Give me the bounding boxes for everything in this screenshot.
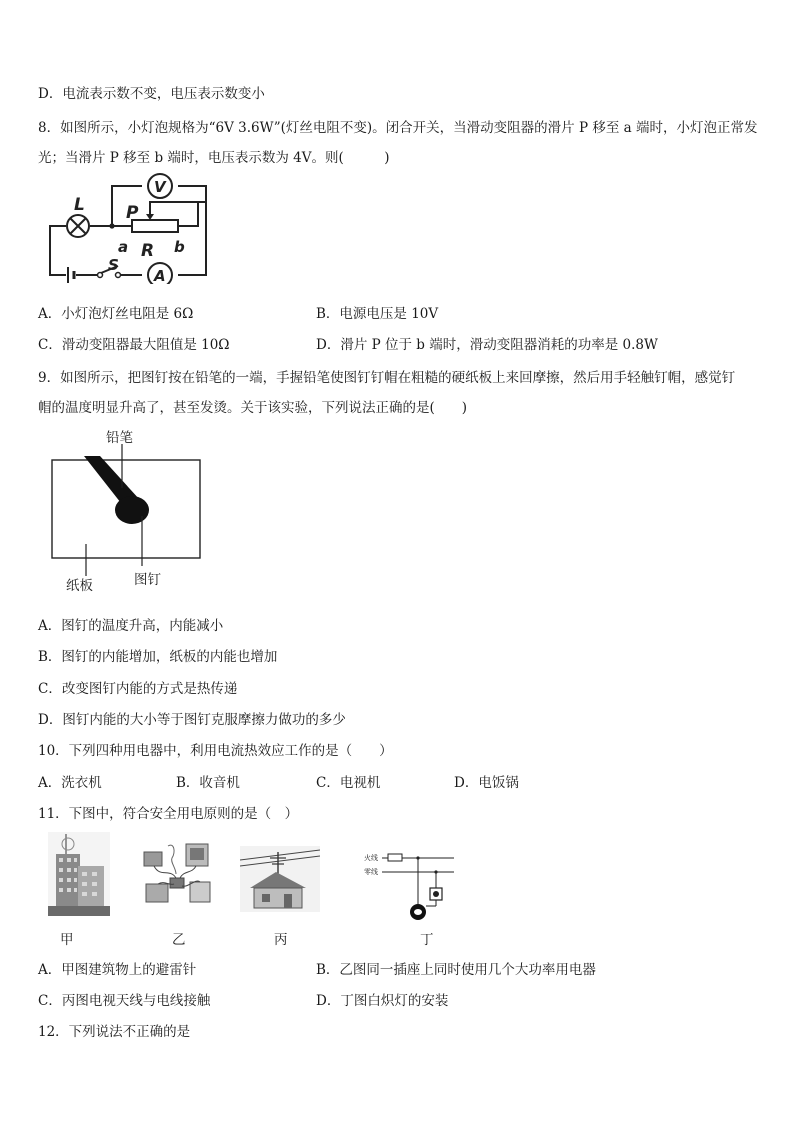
q9-option-c: C．改变图钉内能的方式是热传递 (38, 681, 238, 697)
q8-label-ammeter: A (154, 267, 166, 284)
q11-image-antenna-house (240, 846, 320, 912)
q9-option-a: A．图钉的温度升高，内能减小 (38, 618, 224, 634)
q8-circuit-diagram (38, 172, 218, 284)
q8-label-a: a (118, 238, 129, 256)
q8-stem-line1: 8．如图所示，小灯泡规格为“6V 3.6W”(灯丝电阻不变)。闭合开关，当滑动变阻器的滑片 P 移至 a 端时，小灯泡正常发 (38, 120, 758, 136)
q11-image-lamp-wiring (364, 848, 456, 928)
q9-label-board: 纸板 (66, 578, 93, 594)
q8-label-b: b (174, 238, 185, 256)
q11-caption-yi: 乙 (172, 932, 186, 948)
q7-option-d: D．电流表示数不变，电压表示数变小 (38, 86, 265, 102)
q9-label-pin: 图钉 (134, 572, 161, 588)
q8-label-r: R (141, 241, 155, 261)
q9-stem-line1: 9．如图所示，把图钉按在铅笔的一端，手握铅笔使图钉钉帽在粗糙的硬纸板上来回摩擦，然后用手轻触钉帽，感觉钉 (38, 370, 736, 386)
q9-stem-line2: 帽的温度明显升高了，甚至发烫。关于该实验，下列说法正确的是( ) (38, 400, 468, 416)
q11-caption-jia: 甲 (60, 932, 74, 948)
q8-option-a: A．小灯泡灯丝电阻是 6Ω (38, 306, 194, 322)
q8-stem-line2: 光；当滑片 P 移至 b 端时，电压表示数为 4V。则( ) (38, 150, 390, 166)
q11-option-c: C．丙图电视天线与电线接触 (38, 993, 211, 1009)
q9-pushpin-diagram (40, 426, 220, 596)
q8-label-l: L (74, 195, 85, 215)
q11-image-overloaded-socket (140, 838, 216, 910)
q10-option-d: D．电饭锅 (454, 775, 519, 791)
q12-stem: 12．下列说法不正确的是 (38, 1024, 191, 1040)
q10-option-c: C．电视机 (316, 775, 381, 791)
q11-option-a: A．甲图建筑物上的避雷针 (38, 962, 197, 978)
q11-stem: 11．下图中，符合安全用电原则的是（ ） (38, 806, 299, 822)
q11-caption-bing: 丙 (274, 932, 288, 948)
q8-label-s: S (108, 256, 119, 274)
q9-label-pencil: 铅笔 (106, 430, 133, 446)
q10-stem: 10．下列四种用电器中，利用电流热效应工作的是（ ） (38, 743, 393, 759)
q9-option-d: D．图钉内能的大小等于图钉克服摩擦力做功的多少 (38, 712, 346, 728)
q11-option-b: B．乙图同一插座上同时使用几个大功率用电器 (316, 962, 596, 978)
q11-option-d: D．丁图白炽灯的安装 (316, 993, 449, 1009)
q8-option-c: C．滑动变阻器最大阻值是 10Ω (38, 337, 230, 353)
q8-label-v: V (154, 178, 166, 196)
q11-caption-ding: 丁 (420, 932, 434, 948)
q11-image-building (48, 832, 110, 916)
q8-option-b: B．电源电压是 10V (316, 306, 439, 322)
q11-label-live-wire: 火线 (364, 854, 378, 862)
q8-label-p: P (126, 203, 139, 223)
q10-option-b: B．收音机 (176, 775, 240, 791)
q9-option-b: B．图钉的内能增加，纸板的内能也增加 (38, 649, 278, 665)
q10-option-a: A．洗衣机 (38, 775, 102, 791)
q8-option-d: D．滑片 P 位于 b 端时，滑动变阻器消耗的功率是 0.8W (316, 337, 658, 353)
q11-label-neutral-wire: 零线 (364, 868, 378, 876)
